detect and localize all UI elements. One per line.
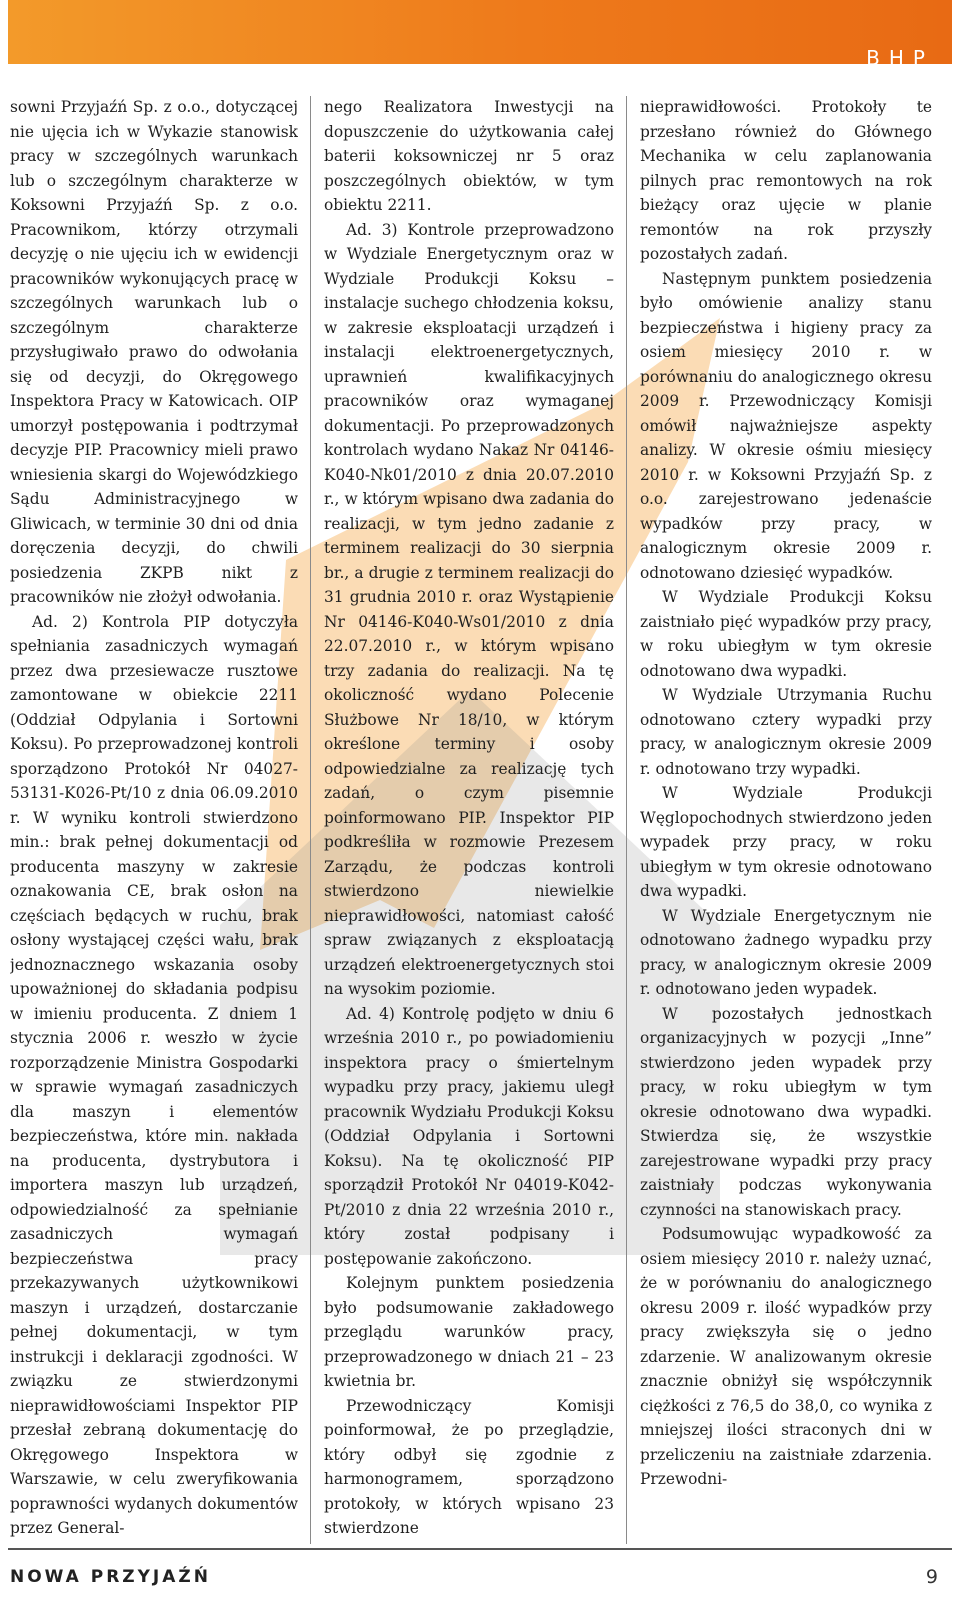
column-divider: [626, 96, 627, 1544]
paragraph: W Wydziale Energetycznym nie odnotowano żadnego wypadku przy pracy, w analogicznym okresie 2009 r. odnotowano jeden wypadek.: [640, 906, 932, 998]
text-column-1: [10, 95, 298, 1540]
paragraph: nieprawidłowości. Protokoły te przesłano również do Głównego Mechanika w celu zaplanowania pilnych prac remontowych na rok bieżący oraz ujęcie w planie remontów na rok przyszły pozostałych zadań.: [640, 98, 932, 263]
paragraph: nego Realizatora Inwestycji na dopuszczenie do użytkowania całej baterii koksowniczej nr 5 oraz poszczególnych obiektów, w tym obiektu 2211.: [324, 98, 614, 214]
page-number: 9: [925, 1566, 938, 1588]
paragraph: Kolejnym punktem posiedzenia było podsumowanie zakładowego przeglądu warunków pracy, przeprowadzonego w dniach 21 – 23 kwietnia br.: [324, 1274, 614, 1390]
paragraph: W Wydziale Produkcji Koksu zaistniało pięć wypadków przy pracy, w roku ubiegłym w tym okresie odnotowano dwa wypadki.: [640, 588, 932, 680]
text-column-2: [324, 95, 614, 1540]
text-column-3: [640, 95, 932, 1540]
section-label: BHP: [866, 46, 934, 70]
paragraph: W pozostałych jednostkach organizacyjnych w pozycji „Inne” stwierdzono jeden wypadek przy pracy, w roku ubiegłym w tym okresie odnotowano dwa wypadki. Stwierdza się, że wszystkie zarejestrowane wypadki przy pracy zaistniały podczas wykonywania czynności na stanowiskach pracy.: [640, 1004, 932, 1219]
paragraph: Podsumowując wypadkowość za osiem miesięcy 2010 r. należy uznać, że w porównaniu do analogicznego okresu 2009 r. ilość wypadków przy pracy zwiększyła się o jedno zdarzenie. W analizowanym okresie znacznie obniżył się współczynnik ciężkości z 76,5 do 38,0, co wynika z mniejszej ilości straconych dni w przeliczeniu na zaistniałe zdarzenia. Przewodni-: [640, 1225, 932, 1488]
paragraph: Ad. 2) Kontrola PIP dotyczyła spełniania zasadniczych wymagań przez dwa przesiewacze rusztowe zamontowane w obiekcie 2211 (Oddział Odpylania i Sortowni Koksu). Po przeprowadzonej kontroli sporządzono Protokół Nr 04027-53131-K026-Pt/10 z dnia 06.09.2010 r. W wyniku kontroli stwierdzono min.: brak pełnej dokumentacji od producenta maszyny w zakresie oznakowania CE, brak osłon na częściach będących w ruchu, brak osłony wystającej części wału, brak jednoznacznego wskazania osoby upoważnionej do składania podpisu w imieniu producenta. Z dniem 1 stycznia 2006 r. weszło w życie rozporządzenie Ministra Gospodarki w sprawie wymagań zasadniczych dla maszyn i elementów bezpieczeństwa, które min. nakłada na producenta, dystrybutora i importera maszyn lub urządzeń, odpowiedzialność za spełnianie zasadniczych wymagań bezpieczeństwa pracy przekazywanych użytkownikowi maszyn i urządzeń, dostarczanie pełnej dokumentacji, w tym instrukcji i deklaracji zgodności. W związku ze stwierdzonymi nieprawidłowościami Inspektor PIP przesłał zebraną dokumentację do Okręgowego Inspektora w Warszawie, w celu zweryfikowania poprawności wydanych dokumentów przez General-: [10, 612, 298, 1537]
paragraph: Następnym punktem posiedzenia było omówienie analizy stanu bezpieczeństwa i higieny pracy za osiem miesięcy 2010 r. w porównaniu do analogicznego okresu 2009 r. Przewodniczący Komisji omówił najważniejsze aspekty analizy. W okresie ośmiu miesięcy 2010 r. w Koksowni Przyjaźń Sp. z o.o. zarejestrowano jedenaście wypadków przy pracy, w analogicznym okresie 2009 r. odnotowano dziesięć wypadków.: [640, 269, 932, 582]
header-bar: [8, 0, 952, 64]
paragraph: Ad. 4) Kontrolę podjęto w dniu 6 września 2010 r., po powiadomieniu inspektora pracy o śmiertelnym wypadku przy pracy, jakiemu uległ pracownik Wydziału Produkcji Koksu (Oddział Odpylania i Sortowni Koksu). Na tę okoliczność PIP sporządził Protokół Nr 04019-K042-Pt/2010 z dnia 22 września 2010 r., który został podpisany i postępowanie zakończono.: [324, 1004, 614, 1268]
paragraph: W Wydziale Produkcji Węglopochodnych stwierdzono jeden wypadek przy pracy, w roku ubiegłym w tym okresie odnotowano dwa wypadki.: [640, 784, 932, 900]
magazine-title: NOWA PRZYJAŹŃ: [10, 1567, 211, 1587]
paragraph: Przewodniczący Komisji poinformował, że po przeglądzie, który odbył się zgodnie z harmonogramem, sporządzono protokoły, w których wpisano 23 stwierdzone: [324, 1396, 614, 1537]
paragraph: sowni Przyjaźń Sp. z o.o., dotyczącej nie ujęcia ich w Wykazie stanowisk pracy w szczególnych warunkach lub o szczególnym charakterze w Koksowni Przyjaźń Sp. z o.o. Pracownikom, którzy otrzymali decyzję o nie ujęciu ich w ewidencji pracowników wykonujących pracę w szczególnych warunkach lub o szczególnym charakterze przysługiwało prawo do odwołania się od decyzji, do Okręgowego Inspektora Pracy w Katowicach. OIP umorzył postępowania i podtrzymał decyzje PIP. Pracownicy mieli prawo wniesienia skargi do Wojewódzkiego Sądu Administracyjnego w Gliwicach, w terminie 30 dni od dnia doręczenia decyzji, do chwili posiedzenia ZKPB nikt z pracowników nie złożył odwołania.: [10, 98, 298, 606]
paragraph: Ad. 3) Kontrole przeprowadzono w Wydziale Energetycznym oraz w Wydziale Produkcji Koksu – instalacje suchego chłodzenia koksu, w zakresie eksploatacji urządzeń i instalacji elektroenergetycznych, uprawnień kwalifikacyjnych pracowników oraz wymaganej dokumentacji. Po przeprowadzonych kontrolach wydano Nakaz Nr 04146-K040-Nk01/2010 z dnia 20.07.2010 r., w którym wpisano dwa zadania do realizacji, w tym jedno zadanie z terminem realizacji do 30 sierpnia br., a drugie z terminem realizacji do 31 grudnia 2010 r. oraz Wystąpienie Nr 04146-K040-Ws01/2010 z dnia 22.07.2010 r., w którym wpisano trzy zadania do realizacji. Na tę okoliczność wydano Polecenie Służbowe Nr 18/10, w którym określone terminy i osoby odpowiedzialne za realizację tych zadań, o czym pisemnie poinformowano PIP. Inspektor PIP podkreśliła w rozmowie Prezesem Zarządu, że podczas kontroli stwierdzono niewielkie nieprawidłowości, natomiast całość spraw związanych z eksploatacją urządzeń elektroenergetycznych stoi na wysokim poziomie.: [324, 220, 614, 998]
column-divider: [310, 96, 311, 1544]
footer-divider: [8, 1548, 952, 1550]
paragraph: W Wydziale Utrzymania Ruchu odnotowano cztery wypadki przy pracy, w analogicznym okresie 2009 r. odnotowano trzy wypadki.: [640, 686, 932, 778]
